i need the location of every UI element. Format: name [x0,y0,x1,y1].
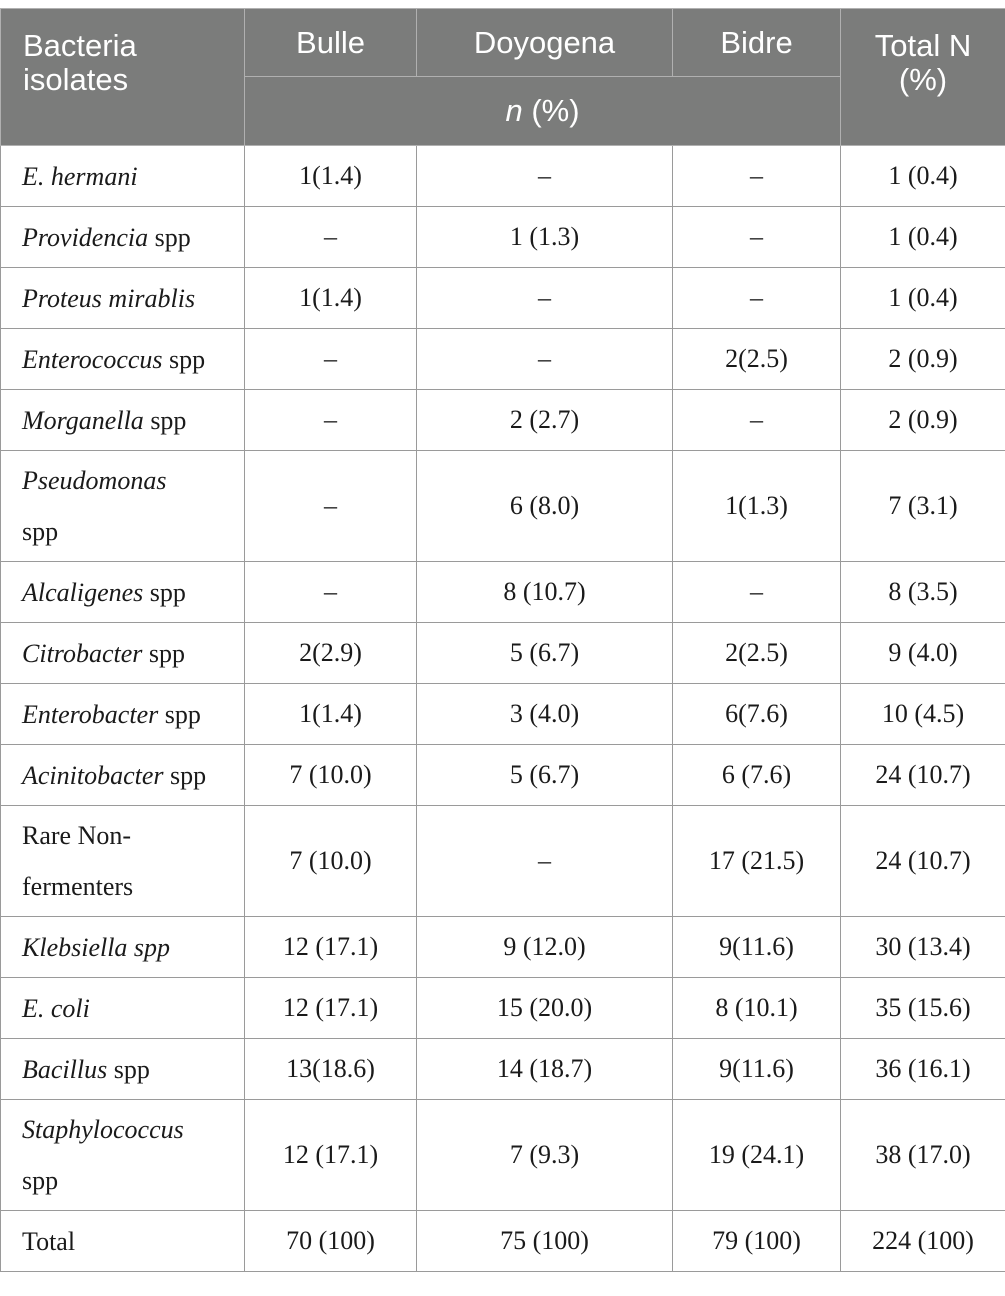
isolate-name-cell [1,1211,245,1272]
isolate-name [22,345,205,374]
bidre-cell: 9(11.6) [673,1039,841,1100]
table-body [1,146,1005,1272]
total-cell: 2 (0.9) [841,329,1005,390]
table-row [1,1100,1005,1211]
isolate-name-italic: Enterobacter [22,699,159,729]
total-cell: 1 (0.4) [841,207,1005,268]
header-bacteria-isolates: Bacteria isolates [1,9,245,146]
isolate-name [22,162,138,191]
bulle-cell: 13(18.6) [245,1039,417,1100]
isolate-name-italic: Acinitobacter [22,760,164,790]
bulle-cell: 2(2.9) [245,623,417,684]
isolate-name-cell [1,390,245,451]
bulle-cell: 1(1.4) [245,684,417,745]
isolate-name-plain: Total [22,1226,76,1256]
isolate-name-cell [1,1100,245,1211]
bulle-cell: – [245,562,417,623]
isolate-name-plain: spp [162,344,206,374]
bidre-cell: 19 (24.1) [673,1100,841,1211]
bulle-cell: 7 (10.0) [245,745,417,806]
isolate-name-cell [1,1039,245,1100]
bidre-cell: – [673,390,841,451]
isolate-name [22,994,90,1023]
doyogena-cell: 75 (100) [417,1211,673,1272]
isolate-name-italic: Citrobacter [22,638,143,668]
isolate-name-italic: Pseudomonas [22,466,167,495]
total-cell: 2 (0.9) [841,390,1005,451]
doyogena-cell: 3 (4.0) [417,684,673,745]
bidre-cell: – [673,146,841,207]
doyogena-cell: 6 (8.0) [417,451,673,562]
table-row [1,917,1005,978]
total-cell: 224 (100) [841,1211,1005,1272]
table-row [1,562,1005,623]
table-header [1,9,1005,146]
isolate-name [22,578,186,607]
bidre-cell: 79 (100) [673,1211,841,1272]
isolate-name-italic: E. hermani [22,161,138,191]
bidre-cell: 2(2.5) [673,623,841,684]
table-row [1,978,1005,1039]
isolate-name-italic: Staphylococcus [22,1115,184,1144]
header-unit-n: n [505,93,523,128]
bulle-cell: 12 (17.1) [245,917,417,978]
bulle-cell: 12 (17.1) [245,978,417,1039]
doyogena-cell: 1 (1.3) [417,207,673,268]
isolate-name-italic: Providencia [22,222,149,252]
isolate-name-italic: E. coli [22,993,90,1023]
doyogena-cell: 5 (6.7) [417,745,673,806]
isolate-name [22,455,202,557]
bacteria-isolates-table [0,8,1005,1272]
doyogena-cell: 15 (20.0) [417,978,673,1039]
isolate-name-plain: spp [142,638,185,668]
total-cell: 35 (15.6) [841,978,1005,1039]
bidre-cell: – [673,268,841,329]
isolate-name-cell [1,745,245,806]
doyogena-cell: – [417,268,673,329]
total-cell: 1 (0.4) [841,268,1005,329]
isolate-name-plain: spp [163,760,207,790]
total-cell: 24 (10.7) [841,806,1005,917]
bulle-cell: 70 (100) [245,1211,417,1272]
total-cell: 36 (16.1) [841,1039,1005,1100]
total-cell: 24 (10.7) [841,745,1005,806]
table-row [1,390,1005,451]
bulle-cell: 7 (10.0) [245,806,417,917]
isolate-name-cell [1,684,245,745]
isolate-name [22,1227,75,1256]
isolate-name-plain: spp [148,222,191,252]
bidre-cell: 9(11.6) [673,917,841,978]
isolate-name-plain: spp [143,405,187,435]
table-row [1,207,1005,268]
isolate-name [22,284,195,313]
isolate-name [22,1055,150,1084]
isolate-name-plain: Rare Non-fermenters [22,821,134,901]
doyogena-cell: 5 (6.7) [417,623,673,684]
bulle-cell: – [245,451,417,562]
total-cell: 9 (4.0) [841,623,1005,684]
header-total [841,9,1005,146]
total-cell: 8 (3.5) [841,562,1005,623]
doyogena-cell: 2 (2.7) [417,390,673,451]
isolate-name-plain: spp [158,699,201,729]
isolate-name [22,700,201,729]
table-row [1,146,1005,207]
doyogena-cell: 8 (10.7) [417,562,673,623]
header-bulle: Bulle [245,9,417,77]
table-row [1,329,1005,390]
header-doyogena: Doyogena [417,9,673,77]
bulle-cell: 1(1.4) [245,146,417,207]
isolate-name [22,1104,202,1206]
table-row [1,1211,1005,1272]
isolate-name-cell [1,207,245,268]
isolate-name-italic: Klebsiella spp [22,932,171,962]
isolate-name-cell [1,623,245,684]
isolate-name-cell [1,562,245,623]
table-row [1,684,1005,745]
isolate-name [22,406,186,435]
bidre-cell: – [673,562,841,623]
isolate-name-cell [1,451,245,562]
isolate-name-cell [1,806,245,917]
table-row [1,451,1005,562]
bulle-cell: 1(1.4) [245,268,417,329]
isolate-name-cell [1,268,245,329]
isolate-name-italic: Morganella [22,405,144,435]
isolate-name-cell [1,917,245,978]
table-row [1,623,1005,684]
table-row [1,268,1005,329]
header-total-label: Total N (%) [874,28,972,97]
bidre-cell: 8 (10.1) [673,978,841,1039]
header-unit [245,77,841,146]
bidre-cell: 17 (21.5) [673,806,841,917]
isolate-name-italic: Bacillus [22,1054,108,1084]
table-row [1,1039,1005,1100]
bulle-cell: – [245,390,417,451]
isolate-name-plain: spp [143,577,186,607]
total-cell: 7 (3.1) [841,451,1005,562]
doyogena-cell: – [417,146,673,207]
doyogena-cell: 14 (18.7) [417,1039,673,1100]
total-cell: 38 (17.0) [841,1100,1005,1211]
doyogena-cell: 9 (12.0) [417,917,673,978]
isolate-name-cell [1,978,245,1039]
isolate-name-cell [1,329,245,390]
isolate-name [22,810,202,912]
total-cell: 1 (0.4) [841,146,1005,207]
isolate-name [22,933,170,962]
bulle-cell: – [245,329,417,390]
doyogena-cell: – [417,329,673,390]
isolate-name-plain: spp [22,466,173,546]
isolate-name-italic: Enterococcus [22,344,163,374]
total-cell: 30 (13.4) [841,917,1005,978]
bidre-cell: 6 (7.6) [673,745,841,806]
doyogena-cell: – [417,806,673,917]
total-cell: 10 (4.5) [841,684,1005,745]
isolate-name [22,639,185,668]
bidre-cell: 6(7.6) [673,684,841,745]
bulle-cell: 12 (17.1) [245,1100,417,1211]
bidre-cell: – [673,207,841,268]
header-unit-pct: (%) [522,93,580,128]
isolate-name-plain: spp [107,1054,150,1084]
isolate-name [22,761,206,790]
isolate-name [22,223,191,252]
isolate-name-italic: Alcaligenes [22,577,144,607]
isolate-name-cell [1,146,245,207]
bidre-cell: 1(1.3) [673,451,841,562]
doyogena-cell: 7 (9.3) [417,1100,673,1211]
bidre-cell: 2(2.5) [673,329,841,390]
bulle-cell: – [245,207,417,268]
table-row [1,806,1005,917]
header-bidre: Bidre [673,9,841,77]
table-row [1,745,1005,806]
isolate-name-plain: spp [22,1115,191,1195]
isolate-name-italic: Proteus mirablis [22,283,196,313]
